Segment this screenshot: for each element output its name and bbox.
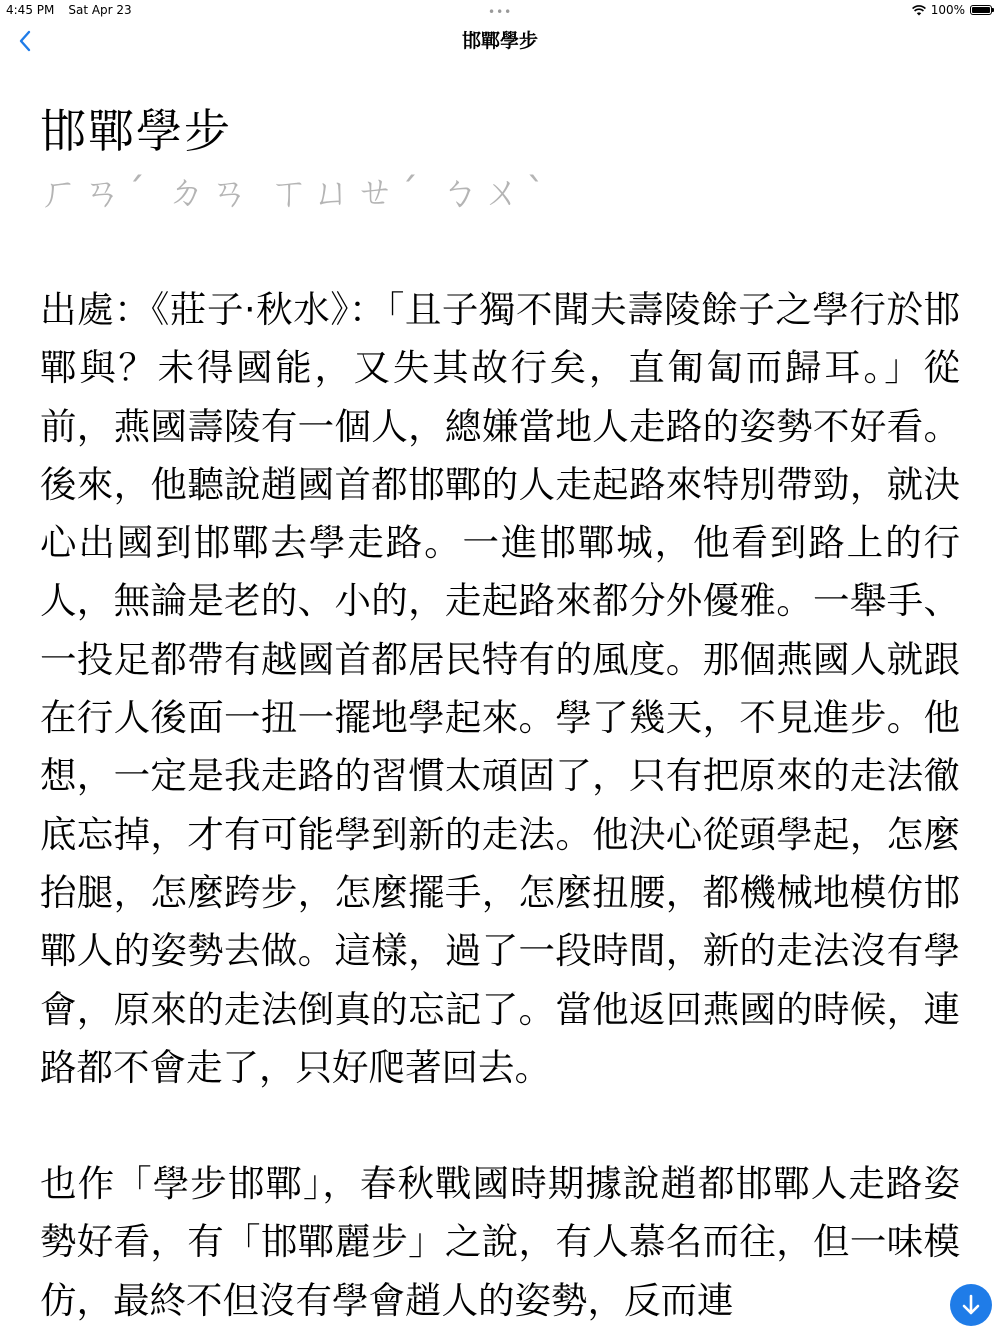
entry-content: [40, 100, 960, 1330]
arrow-down-icon: [961, 1294, 981, 1316]
navigation-bar: [0, 20, 1000, 64]
battery-icon: [970, 5, 992, 15]
status-time: 4:45 PM: [6, 3, 55, 17]
status-bar: [0, 0, 1000, 20]
wifi-icon: [912, 5, 926, 16]
entry-paragraph: 出處：《莊子·秋水》：「且子獨不聞夫壽陵餘子之學行於邯鄲與？未得國能，又失其故行矣，直匍匐而歸耳。」從前，燕國壽陵有一個人，總嫌當地人走路的姿勢不好看。後來，他聽說趙國首都邯鄲的人走起路來特別帶勁，就決心出國到邯鄲去學走路。一進邯鄲城，他看到路上的行人，無論是老的、小的，走起路來都分外優雅。一舉手、一投足都帶有越國首都居民特有的風度。那個燕國人就跟在行人後面一扭一擺地學起來。學了幾天，不見進步。他想，一定是我走路的習慣太頑固了，只有把原來的走法徹底忘掉，才有可能學到新的走法。他決心從頭學起，怎麼抬腿，怎麼跨步，怎麼擺手，怎麼扭腰，都機械地模仿邯鄲人的姿勢去做。這樣，過了一段時間，新的走法沒有學會，原來的走法倒真的忘記了。當他返回燕國的時候，連路都不會走了，只好爬著回去。: [40, 288, 960, 1089]
battery-percent: 100%: [930, 3, 965, 17]
status-date: Sat Apr 23: [68, 3, 132, 17]
multitasking-dots-icon[interactable]: •••: [488, 5, 513, 19]
entry-paragraph: 也作「學步邯鄲」，春秋戰國時期據說趙都邯鄲人走路姿勢好看，有「邯鄲麗步」之說，有人慕名而往，但一味模仿，最終不但沒有學會趙人的姿勢，反而連: [40, 1162, 960, 1322]
status-right: [912, 0, 992, 20]
entry-bopomofo: ㄏㄢˊ ㄉㄢ ㄒㄩㄝˊ ㄅㄨˋ: [40, 170, 551, 214]
scroll-down-button[interactable]: [950, 1284, 992, 1326]
nav-title: 邯鄲學步: [461, 30, 538, 52]
entry-headword: 邯鄲學步: [40, 104, 232, 158]
status-left: [6, 0, 146, 20]
